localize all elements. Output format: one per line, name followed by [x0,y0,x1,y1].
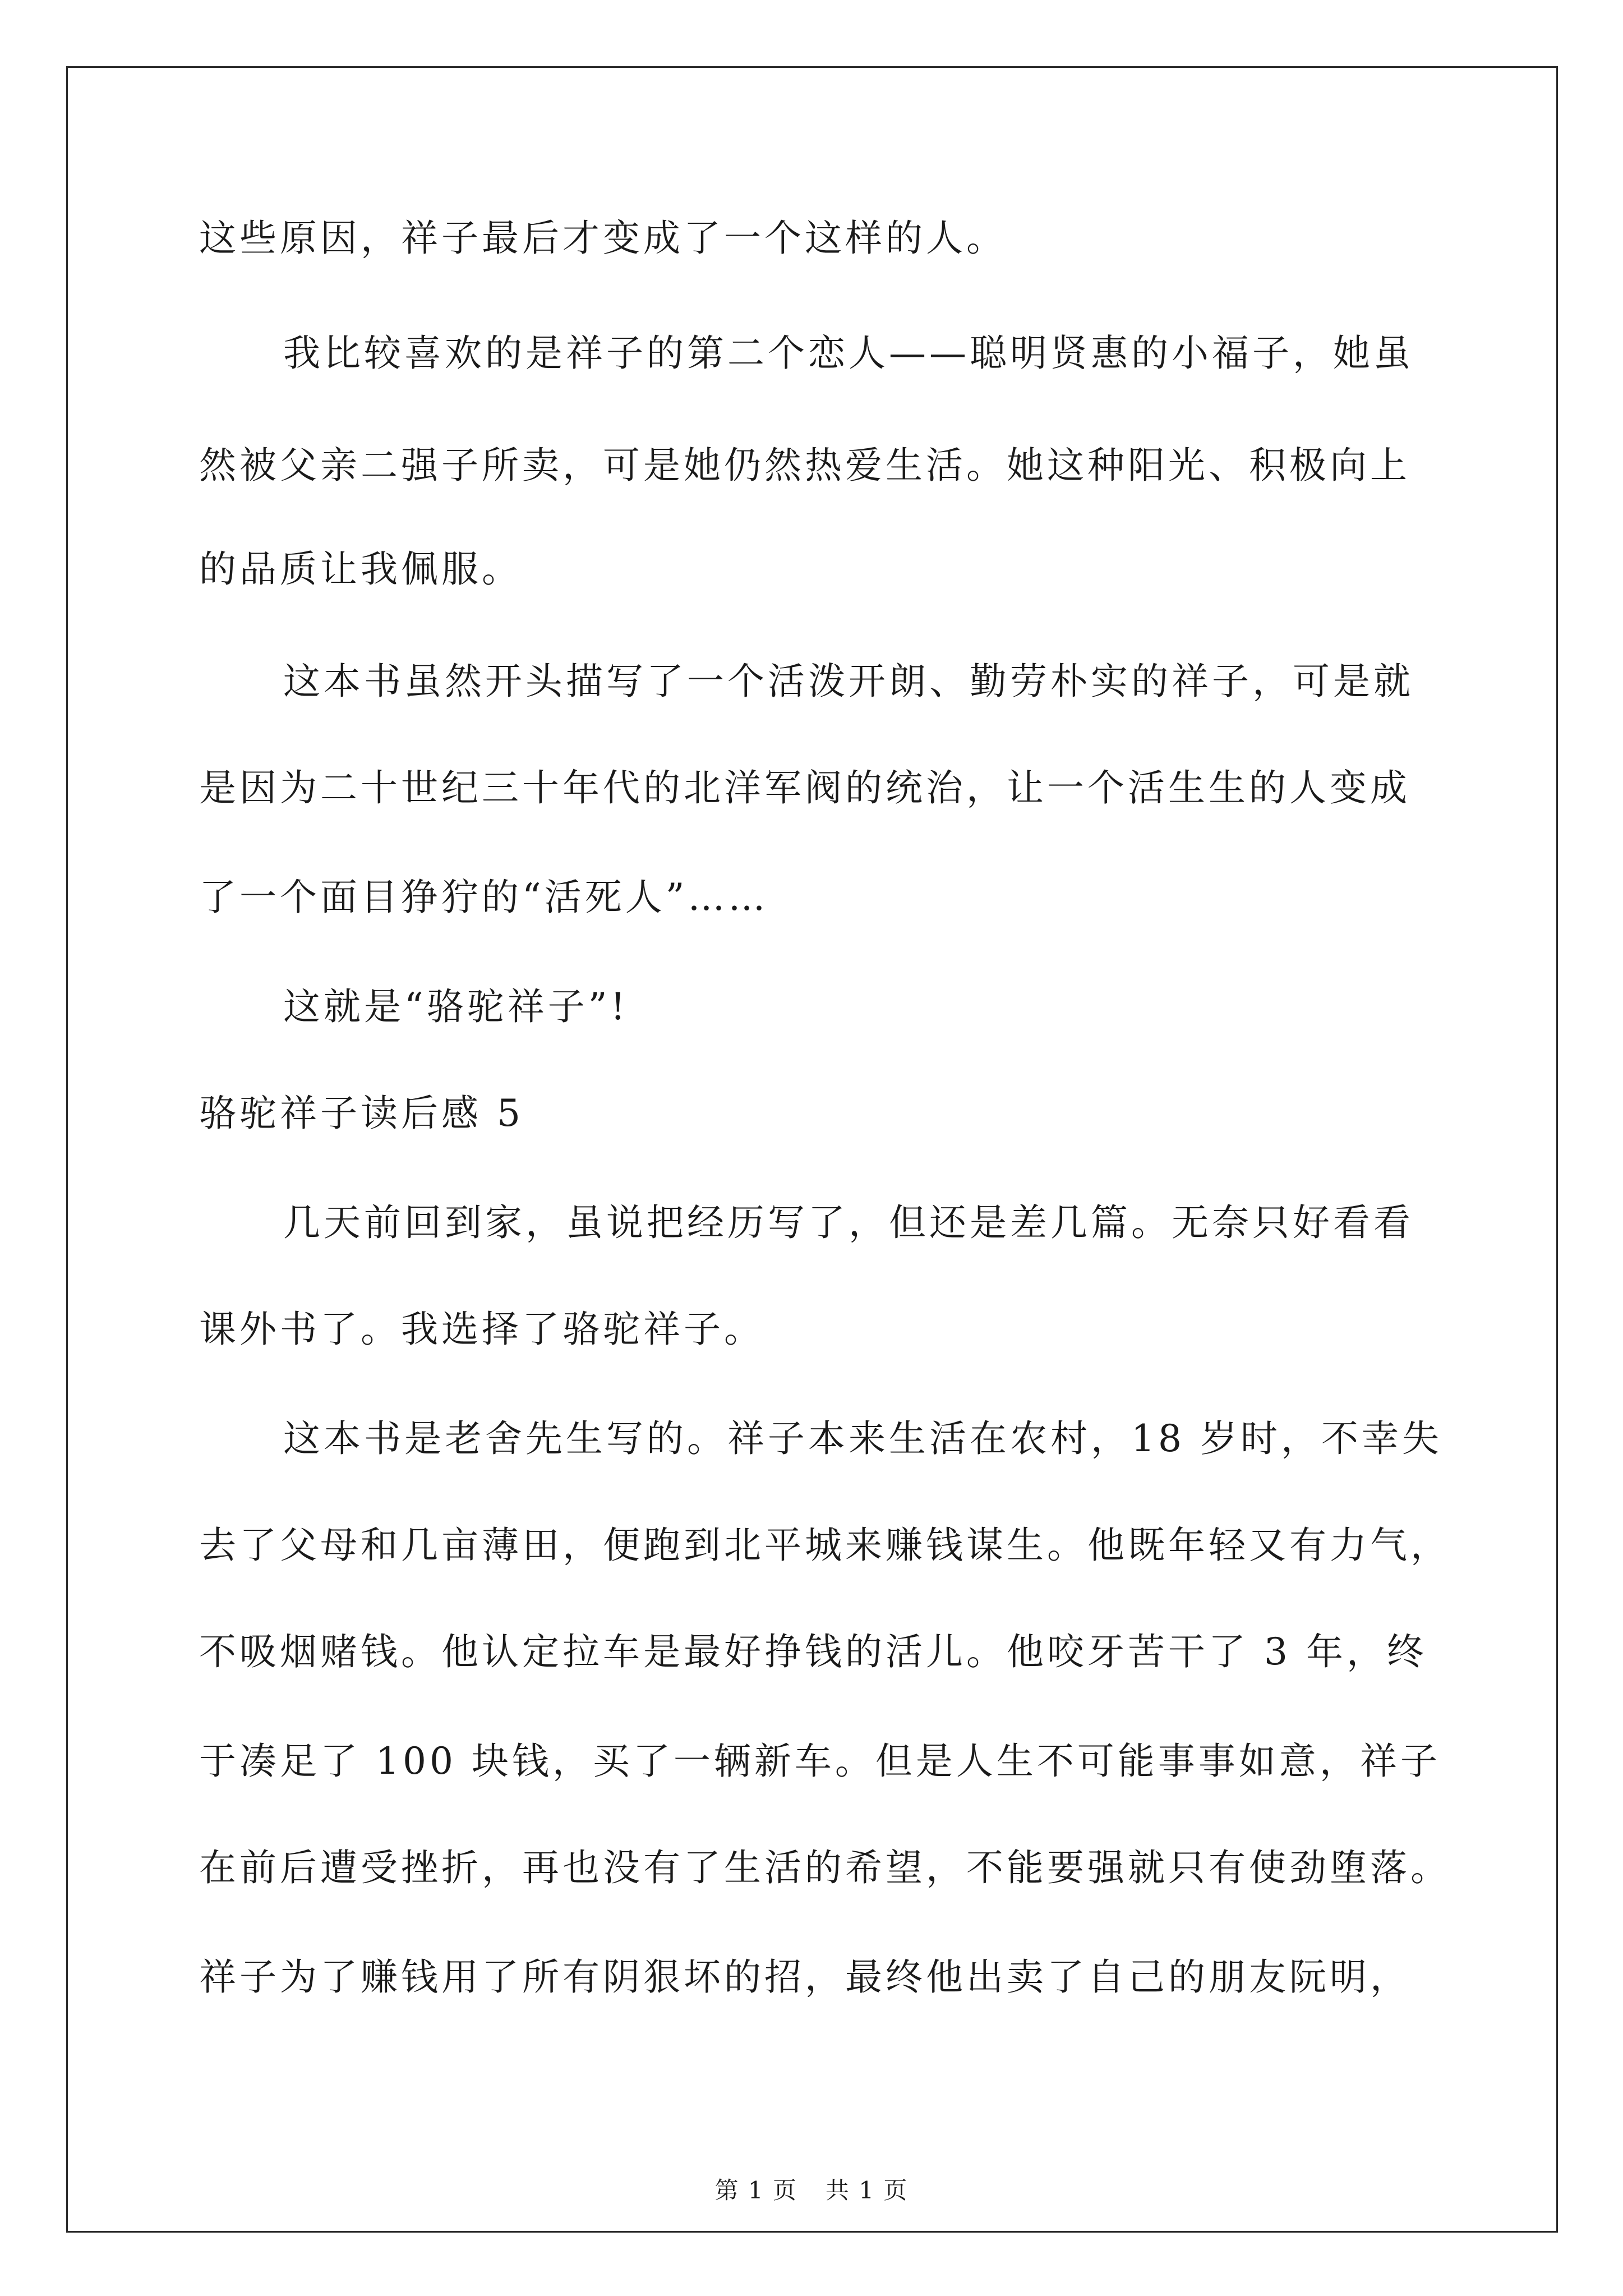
paragraph-line: 这就是“骆驼祥子”! [283,985,629,1028]
paragraph-line: 这本书是老舍先生写的。祥子本来生活在农村，18 岁时，不幸失 [283,1417,1442,1460]
section-heading: 骆驼祥子读后感 5 [199,1092,524,1135]
paragraph-line: 这些原因，祥子最后才变成了一个这样的人。 [199,217,1007,260]
paragraph-line: 这本书虽然开头描写了一个活泼开朗、勤劳朴实的祥子，可是就 [283,660,1414,703]
paragraph-line: 不吸烟赌钱。他认定拉车是最好挣钱的活儿。他咬牙苦干了 3 年，终 [199,1630,1427,1673]
page-number: 第 1 页 [714,2177,797,2204]
page-total: 共 1 页 [826,2177,909,2204]
paragraph-line: 祥子为了赚钱用了所有阴狠坏的招，最终他出卖了自己的朋友阮明， [199,1955,1410,1999]
paragraph-line: 于凑足了 100 块钱，买了一辆新车。但是人生不可能事事如意，祥子 [199,1740,1441,1783]
paragraph-line: 是因为二十世纪三十年代的北洋军阀的统治，让一个活生生的人变成 [199,766,1410,809]
paragraph-line: 课外书了。我选择了骆驼祥子。 [199,1308,764,1351]
page-footer [0,2177,1623,2205]
paragraph-line: 的品质让我佩服。 [199,547,522,591]
paragraph-line: 在前后遭受挫折，再也没有了生活的希望，不能要强就只有使劲堕落。 [199,1846,1451,1889]
paragraph-line: 我比较喜欢的是祥子的第二个恋人——聪明贤惠的小福子，她虽 [283,332,1414,375]
paragraph-line: 然被父亲二强子所卖，可是她仍然热爱生活。她这种阳光、积极向上 [199,444,1410,487]
page-border [66,66,1558,2233]
paragraph-line: 去了父母和几亩薄田，便跑到北平城来赚钱谋生。他既年轻又有力气， [199,1524,1451,1567]
paragraph-line: 了一个面目狰狞的“活死人”…… [199,876,769,919]
paragraph-line: 几天前回到家，虽说把经历写了，但还是差几篇。无奈只好看看 [283,1201,1414,1244]
